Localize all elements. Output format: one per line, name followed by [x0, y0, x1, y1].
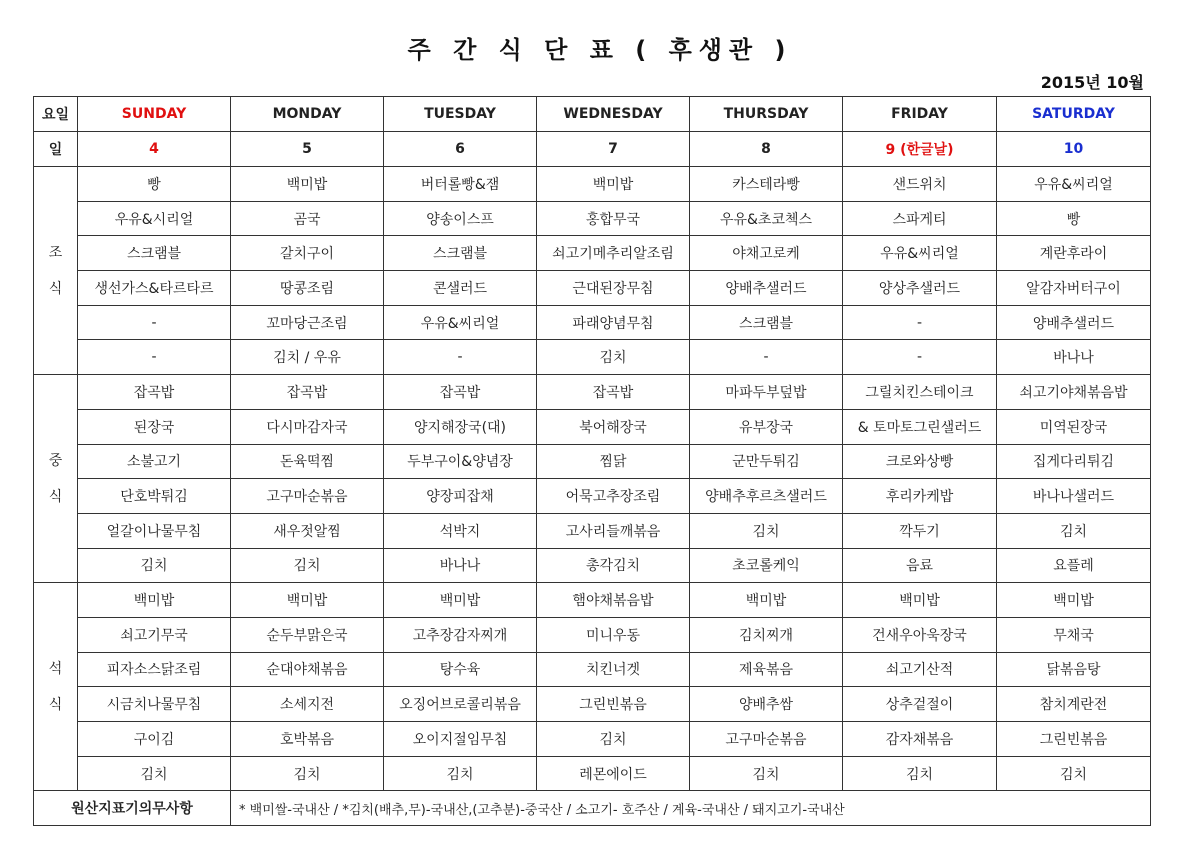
menu-cell: 돈육떡찜 — [231, 444, 384, 479]
menu-cell: 초코롤케익 — [690, 548, 843, 583]
menu-cell: 쇠고기무국 — [78, 617, 231, 652]
menu-cell: 요플레 — [997, 548, 1151, 583]
menu-cell: 파래양념무침 — [537, 305, 690, 340]
menu-cell: 소세지전 — [231, 687, 384, 722]
menu-cell: 양지해장국(대) — [384, 409, 537, 444]
menu-cell: 백미밥 — [78, 583, 231, 618]
menu-cell: 새우젓알찜 — [231, 513, 384, 548]
menu-cell: - — [690, 340, 843, 375]
menu-cell: 스크램블 — [78, 236, 231, 271]
date-saturday: 10 — [997, 132, 1151, 167]
menu-cell: 고추장감자찌개 — [384, 617, 537, 652]
menu-cell: 총각김치 — [537, 548, 690, 583]
menu-cell: 홍합무국 — [537, 201, 690, 236]
menu-cell: 우유&씨리얼 — [997, 167, 1151, 202]
menu-cell: 우유&시리얼 — [78, 201, 231, 236]
menu-cell: 백미밥 — [537, 167, 690, 202]
menu-cell: 양송이스프 — [384, 201, 537, 236]
menu-cell: 그린빈볶음 — [997, 722, 1151, 757]
menu-cell: 김치 — [690, 513, 843, 548]
menu-cell: 김치 — [78, 756, 231, 791]
breakfast-label-2: 식 — [48, 280, 63, 297]
menu-cell: 계란후라이 — [997, 236, 1151, 271]
menu-cell: 김치 — [690, 756, 843, 791]
menu-cell: 우유&씨리얼 — [843, 236, 997, 271]
menu-cell: 피자소스닭조림 — [78, 652, 231, 687]
menu-cell: 곰국 — [231, 201, 384, 236]
menu-cell: 음료 — [843, 548, 997, 583]
menu-cell: 미니우동 — [537, 617, 690, 652]
menu-cell: 그릴치킨스테이크 — [843, 375, 997, 410]
menu-cell: 백미밥 — [384, 583, 537, 618]
dinner-label-2: 식 — [48, 696, 63, 713]
menu-cell: 고구마순볶음 — [690, 722, 843, 757]
dinner-row — [34, 756, 1151, 791]
dinner-row — [34, 652, 1151, 687]
dinner-row — [34, 687, 1151, 722]
menu-cell: 유부장국 — [690, 409, 843, 444]
menu-month: 2015년 10월 — [1040, 73, 1144, 92]
breakfast-row — [34, 305, 1151, 340]
breakfast-row — [34, 236, 1151, 271]
menu-cell: 레몬에이드 — [537, 756, 690, 791]
menu-cell: 어묵고추장조림 — [537, 479, 690, 514]
menu-cell: 제육볶음 — [690, 652, 843, 687]
menu-cell: 닭볶음탕 — [997, 652, 1151, 687]
menu-cell: 상추겉절이 — [843, 687, 997, 722]
menu-cell: 호박볶음 — [231, 722, 384, 757]
breakfast-row — [34, 201, 1151, 236]
menu-cell: 양장피잡채 — [384, 479, 537, 514]
menu-cell: 야채고로케 — [690, 236, 843, 271]
menu-cell: 바나나 — [384, 548, 537, 583]
menu-cell: 생선가스&타르타르 — [78, 271, 231, 306]
menu-cell: 김치 — [78, 548, 231, 583]
menu-cell: 집게다리튀김 — [997, 444, 1151, 479]
date-monday: 5 — [231, 132, 384, 167]
menu-cell: 오이지절임무침 — [384, 722, 537, 757]
day-label: 일 — [34, 132, 78, 167]
menu-cell: 햄야채볶음밥 — [537, 583, 690, 618]
menu-cell: 무채국 — [997, 617, 1151, 652]
menu-cell: 꼬마당근조림 — [231, 305, 384, 340]
breakfast-row — [34, 340, 1151, 375]
menu-cell: 다시마감자국 — [231, 409, 384, 444]
menu-cell: - — [384, 340, 537, 375]
menu-cell: 바나나샐러드 — [997, 479, 1151, 514]
menu-cell: 찜닭 — [537, 444, 690, 479]
weekday-sunday: SUNDAY — [78, 97, 231, 132]
menu-cell: 김치 — [384, 756, 537, 791]
menu-cell: 카스테라빵 — [690, 167, 843, 202]
menu-cell: 빵 — [78, 167, 231, 202]
menu-cell: 북어해장국 — [537, 409, 690, 444]
menu-cell: 그린빈볶음 — [537, 687, 690, 722]
menu-cell: 잡곡밥 — [537, 375, 690, 410]
menu-cell: 소불고기 — [78, 444, 231, 479]
menu-cell: 크로와상빵 — [843, 444, 997, 479]
weekday-row — [34, 97, 1151, 132]
weekday-monday: MONDAY — [231, 97, 384, 132]
menu-cell: 양배추쌈 — [690, 687, 843, 722]
menu-cell: 김치찌개 — [690, 617, 843, 652]
menu-cell: 깍두기 — [843, 513, 997, 548]
date-tuesday: 6 — [384, 132, 537, 167]
menu-cell: 백미밥 — [843, 583, 997, 618]
menu-cell: 바나나 — [997, 340, 1151, 375]
menu-cell: 잡곡밥 — [231, 375, 384, 410]
menu-cell: 양상추샐러드 — [843, 271, 997, 306]
menu-cell: 고사리들깨볶음 — [537, 513, 690, 548]
menu-cell: 스크램블 — [384, 236, 537, 271]
menu-cell: 김치 — [231, 548, 384, 583]
menu-cell: 김치 — [843, 756, 997, 791]
menu-cell: - — [78, 340, 231, 375]
menu-cell: 버터롤빵&잼 — [384, 167, 537, 202]
weekday-tuesday: TUESDAY — [384, 97, 537, 132]
menu-cell: 백미밥 — [690, 583, 843, 618]
weekday-saturday: SATURDAY — [997, 97, 1151, 132]
breakfast-label — [34, 167, 78, 375]
menu-cell: 순대야채볶음 — [231, 652, 384, 687]
menu-cell: - — [843, 305, 997, 340]
menu-cell: 빵 — [997, 201, 1151, 236]
menu-cell: 김치 — [537, 340, 690, 375]
origin-row — [34, 791, 1151, 826]
menu-cell: 쇠고기야채볶음밥 — [997, 375, 1151, 410]
menu-cell: & 토마토그린샐러드 — [843, 409, 997, 444]
menu-cell: - — [843, 340, 997, 375]
menu-cell: 후리카케밥 — [843, 479, 997, 514]
menu-cell: 오징어브로콜리볶음 — [384, 687, 537, 722]
lunch-label — [34, 375, 78, 583]
menu-cell: 알감자버터구이 — [997, 271, 1151, 306]
menu-cell: 땅콩조림 — [231, 271, 384, 306]
menu-cell: 치킨너겟 — [537, 652, 690, 687]
date-sunday: 4 — [78, 132, 231, 167]
lunch-row — [34, 375, 1151, 410]
menu-cell: 콘샐러드 — [384, 271, 537, 306]
menu-cell: 된장국 — [78, 409, 231, 444]
menu-cell: 스크램블 — [690, 305, 843, 340]
menu-cell: 고구마순볶음 — [231, 479, 384, 514]
menu-cell: 쇠고기산적 — [843, 652, 997, 687]
menu-cell: 김치 — [537, 722, 690, 757]
lunch-row — [34, 409, 1151, 444]
weekday-wednesday: WEDNESDAY — [537, 97, 690, 132]
menu-cell: 백미밥 — [997, 583, 1151, 618]
page-title: 주 간 식 단 표 ( 후생관 ) — [407, 36, 793, 64]
menu-cell: 석박지 — [384, 513, 537, 548]
weekly-menu-table — [33, 96, 1151, 826]
menu-cell: 김치 / 우유 — [231, 340, 384, 375]
menu-cell: 김치 — [231, 756, 384, 791]
menu-cell: 참치계란전 — [997, 687, 1151, 722]
menu-cell: 얼갈이나물무침 — [78, 513, 231, 548]
menu-cell: 양배추샐러드 — [690, 271, 843, 306]
menu-cell: 잡곡밥 — [384, 375, 537, 410]
dinner-row — [34, 583, 1151, 618]
menu-cell: 마파두부덮밥 — [690, 375, 843, 410]
menu-cell: 양배추후르츠샐러드 — [690, 479, 843, 514]
dinner-row — [34, 722, 1151, 757]
menu-cell: 순두부맑은국 — [231, 617, 384, 652]
date-wednesday: 7 — [537, 132, 690, 167]
menu-cell: 스파게티 — [843, 201, 997, 236]
date-row — [34, 132, 1151, 167]
menu-cell: 감자채볶음 — [843, 722, 997, 757]
menu-cell: 백미밥 — [231, 167, 384, 202]
menu-cell: 구이김 — [78, 722, 231, 757]
lunch-label-2: 식 — [48, 488, 63, 505]
lunch-row — [34, 444, 1151, 479]
menu-cell: 근대된장무침 — [537, 271, 690, 306]
menu-cell: 우유&초코첵스 — [690, 201, 843, 236]
menu-cell: 우유&씨리얼 — [384, 305, 537, 340]
menu-cell: 두부구이&양념장 — [384, 444, 537, 479]
breakfast-row — [34, 167, 1151, 202]
lunch-row — [34, 479, 1151, 514]
menu-cell: 잡곡밥 — [78, 375, 231, 410]
weekday-label: 요일 — [34, 97, 78, 132]
menu-cell: 단호박튀김 — [78, 479, 231, 514]
menu-cell: 김치 — [997, 513, 1151, 548]
menu-cell: 시금치나물무침 — [78, 687, 231, 722]
dinner-label — [34, 583, 78, 791]
date-thursday: 8 — [690, 132, 843, 167]
menu-cell: 건새우아욱장국 — [843, 617, 997, 652]
menu-cell: 갈치구이 — [231, 236, 384, 271]
menu-cell: 양배추샐러드 — [997, 305, 1151, 340]
menu-cell: 백미밥 — [231, 583, 384, 618]
lunch-label-1: 중 — [48, 452, 63, 469]
menu-cell: 샌드위치 — [843, 167, 997, 202]
weekday-friday: FRIDAY — [843, 97, 997, 132]
menu-cell: 탕수육 — [384, 652, 537, 687]
menu-cell: 쇠고기메추리알조림 — [537, 236, 690, 271]
origin-text: * 백미쌀-국내산 / *김치(배추,무)-국내산,(고추분)-중국산 / 소고기- 호주산 / 계육-국내산 / 돼지고기-국내산 — [231, 791, 1151, 826]
breakfast-label-1: 조 — [48, 244, 63, 261]
menu-cell: 미역된장국 — [997, 409, 1151, 444]
lunch-row — [34, 548, 1151, 583]
menu-cell: 김치 — [997, 756, 1151, 791]
origin-label: 원산지표기의무사항 — [34, 791, 231, 826]
date-friday-holiday: 9 (한글날) — [843, 132, 997, 167]
breakfast-row — [34, 271, 1151, 306]
menu-cell: 군만두튀김 — [690, 444, 843, 479]
dinner-row — [34, 617, 1151, 652]
lunch-row — [34, 513, 1151, 548]
menu-cell: - — [78, 305, 231, 340]
weekday-thursday: THURSDAY — [690, 97, 843, 132]
dinner-label-1: 석 — [48, 660, 63, 677]
